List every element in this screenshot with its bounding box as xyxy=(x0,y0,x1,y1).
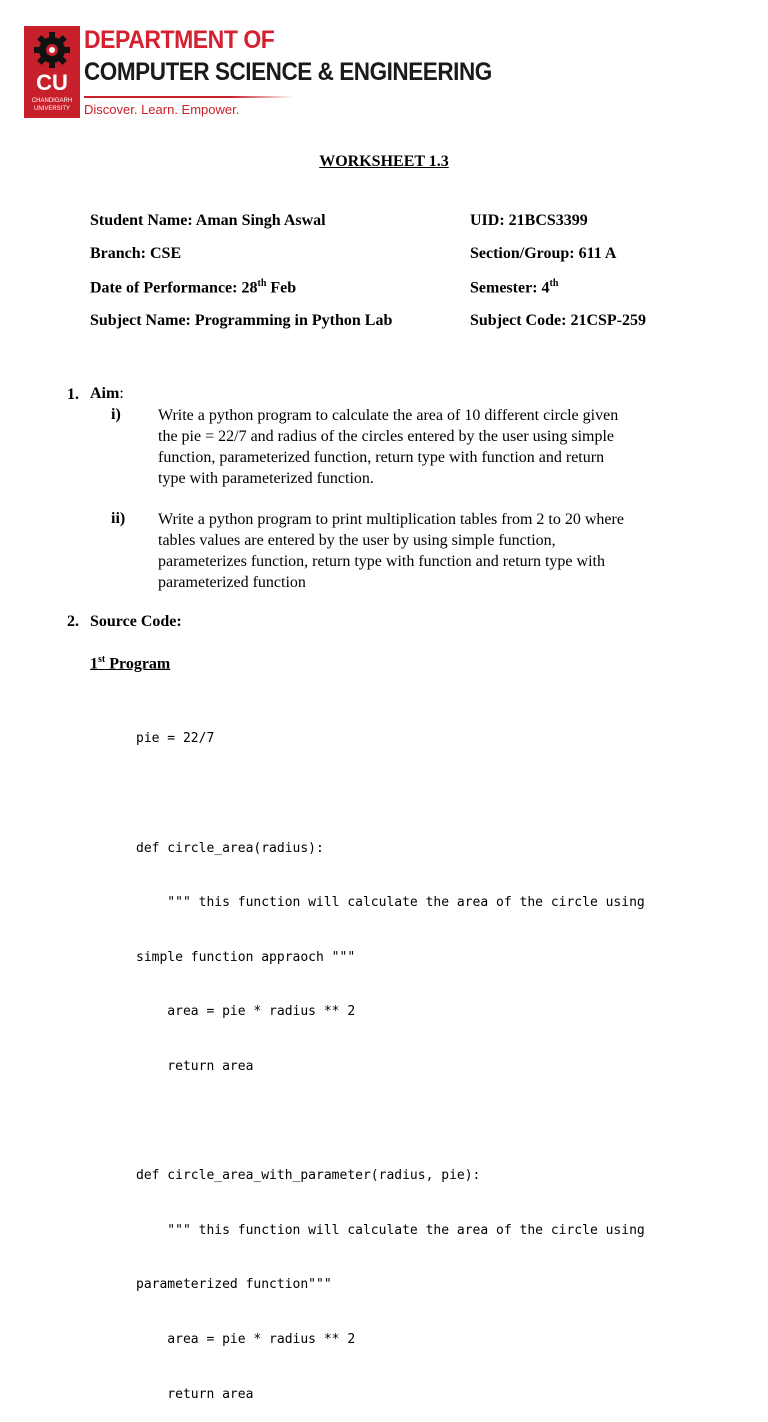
code-line: return area xyxy=(136,1058,254,1074)
program-heading-text: Program xyxy=(105,655,171,673)
logo-initials: CU xyxy=(36,70,68,95)
aim-number: 1. xyxy=(67,386,79,403)
date-prefix: Date of Performance: 28 xyxy=(90,279,258,297)
uid: UID: 21BCS3399 xyxy=(470,212,588,229)
code-line: """ this function will calculate the area of the circle using xyxy=(136,895,645,911)
department-line-1: DEPARTMENT OF xyxy=(84,26,275,54)
code-line xyxy=(136,785,645,803)
program-heading-sup: st xyxy=(98,654,106,665)
semester-sup: th xyxy=(549,278,559,289)
logo-university-line1: CHANDIGARH xyxy=(31,98,73,104)
aim-item-1-line: type with parameterized function. xyxy=(158,470,374,487)
tagline-divider xyxy=(84,96,294,98)
semester xyxy=(470,278,558,297)
aim-item-1-line: the pie = 22/7 and radius of the circles entered by the user using simple xyxy=(158,428,615,445)
code-line: def circle_area_with_parameter(radius, pie): xyxy=(136,1168,481,1184)
aim-item-1-text xyxy=(158,405,678,489)
tagline: Discover. Learn. Empower. xyxy=(84,102,240,117)
date-of-performance xyxy=(90,278,296,297)
code-line: """ this function will calculate the area of the circle using xyxy=(136,1222,645,1238)
code-line: return area xyxy=(136,1386,254,1402)
aim-heading xyxy=(90,385,124,403)
subject-name: Subject Name: Programming in Python Lab xyxy=(90,312,393,329)
code-line: area = pie * radius ** 2 xyxy=(136,1331,356,1347)
aim-item-2-line: parameterizes function, return type with function and return type with xyxy=(158,553,605,570)
aim-label: Aim xyxy=(90,385,120,402)
date-sup: th xyxy=(257,278,267,289)
branch: Branch: CSE xyxy=(90,245,182,262)
aim-item-1-line: Write a python program to calculate the area of 10 different circle given xyxy=(158,407,619,424)
date-suffix: Feb xyxy=(266,279,297,297)
aim-item-1-number: i) xyxy=(111,406,121,423)
code-line: simple function appraoch """ xyxy=(136,949,356,965)
source-code-label: Source Code: xyxy=(90,613,182,630)
program-heading-num: 1 xyxy=(90,655,98,673)
semester-prefix: Semester: 4 xyxy=(470,279,550,297)
department-header xyxy=(24,26,492,120)
code-line xyxy=(136,1113,645,1131)
university-logo xyxy=(24,26,80,118)
aim-item-1-line: function, parameterized function, return type with function and return xyxy=(158,449,605,466)
section-group: Section/Group: 611 A xyxy=(470,245,617,262)
subject-code: Subject Code: 21CSP-259 xyxy=(470,312,646,329)
logo-university-line2: UNIVERSITY xyxy=(33,106,70,112)
student-name: Student Name: Aman Singh Aswal xyxy=(90,212,326,229)
aim-item-2-line: parameterized function xyxy=(158,574,306,591)
code-line: pie = 22/7 xyxy=(136,731,215,747)
aim-item-2-line: tables values are entered by the user by using simple function, xyxy=(158,532,556,549)
code-block xyxy=(136,694,645,1422)
aim-colon: : xyxy=(119,385,124,402)
code-line: parameterized function""" xyxy=(136,1277,332,1293)
code-line: def circle_area(radius): xyxy=(136,840,324,856)
aim-item-2-number: ii) xyxy=(111,510,126,527)
source-number: 2. xyxy=(67,613,79,630)
aim-item-2-text xyxy=(158,509,678,593)
aim-item-2-line: Write a python program to print multiplication tables from 2 to 20 where xyxy=(158,511,624,528)
code-line: area = pie * radius ** 2 xyxy=(136,1004,356,1020)
worksheet-title: WORKSHEET 1.3 xyxy=(319,153,449,170)
program-heading xyxy=(90,654,170,673)
department-line-2: COMPUTER SCIENCE & ENGINEERING xyxy=(84,58,492,86)
